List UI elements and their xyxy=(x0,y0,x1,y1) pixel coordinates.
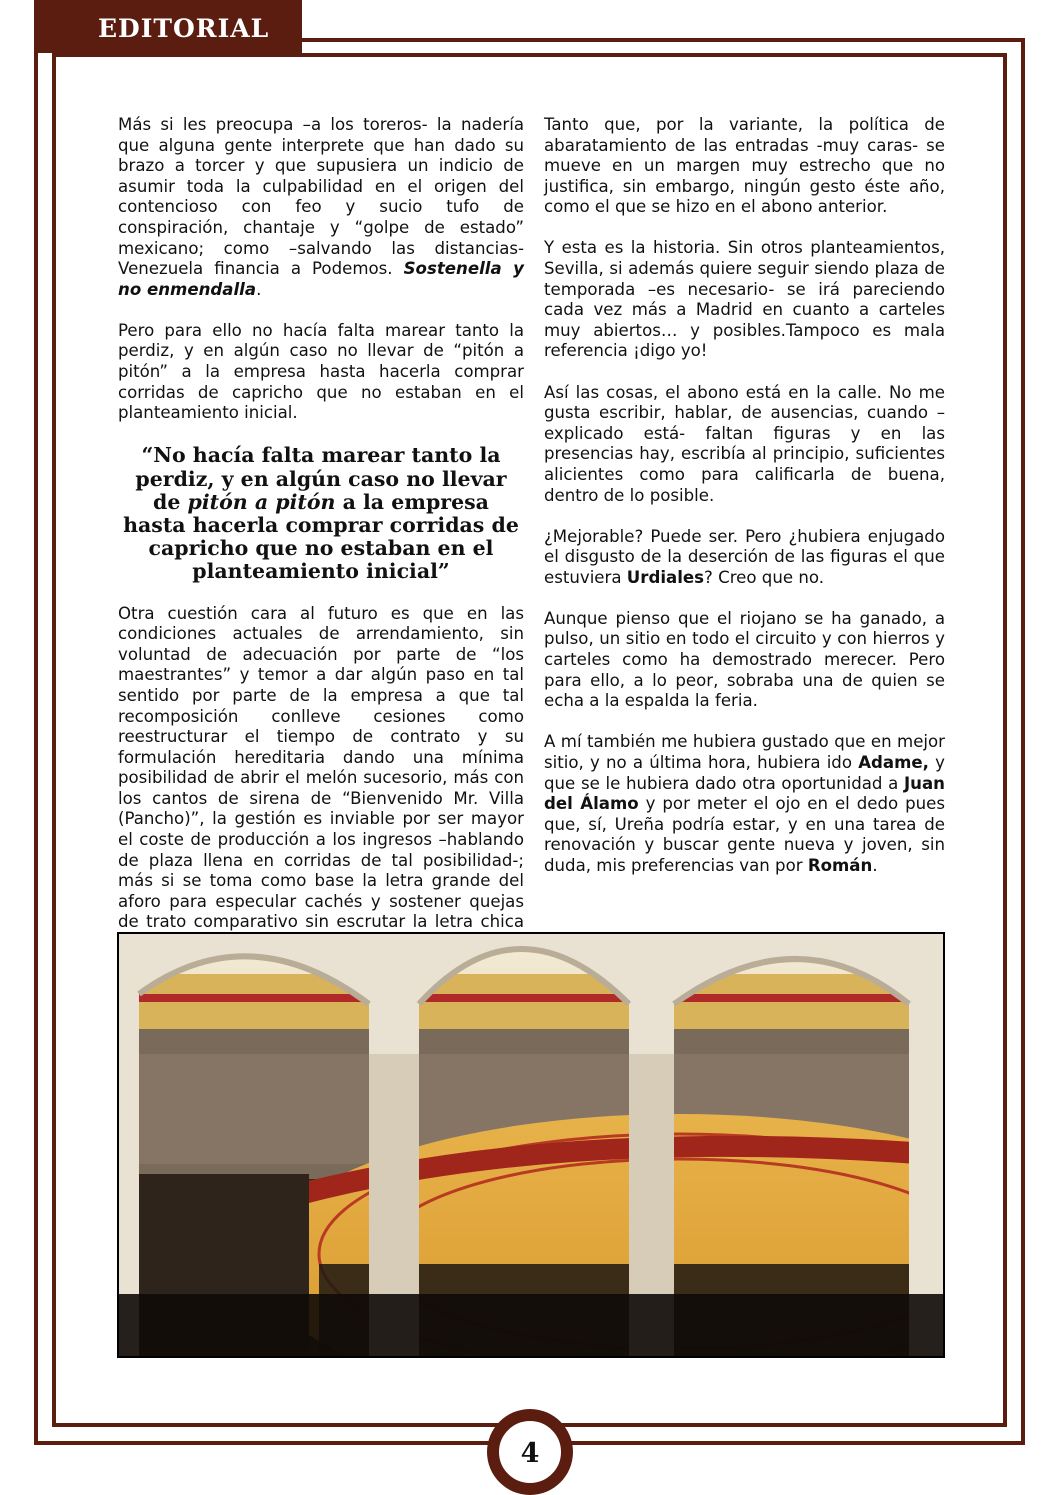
paragraph: Aunque pienso que el riojano se ha ganado, a pulso, un sitio en todo el circuito y con hierros y carteles como ha demostrado merecer. Pero para ello, a lo peor, sobraba una de quien se echa a la espalda la feria. xyxy=(544,608,945,711)
paragraph: A mí también me hubiera gustado que en mejor sitio, y no a última hora, hubiera ido Adame, y que se le hubiera dado otra oportunidad a Juan del Álamo y por meter el ojo en el dedo pues que, sí, Ureña podría estar, y en una tarea de renovación y buscar gente nueva y joven, sin duda, mis preferencias van por Román. xyxy=(544,732,945,875)
paragraph: Otra cuestión cara al futuro es que en las condiciones actuales de arrendamiento, sin voluntad de adecuación por parte de “los maestrantes” y temor a dar algún paso en tal sentido por parte de la empresa a que tal recomposición conlleve cesiones como reestructurar el tiempo de contrato y su formulación hereditaria dando una mínima posibilidad de abrir el melón sucesorio, más con los cantos de sirena de “Bienvenido Mr. Villa (Pancho)”, la gestión es inviable por ser mayor el coste de producción a los ingresos –hablando de plaza llena en corridas de tal posibilidad-; más si se toma como base la letra grande del aforo para especular cachés y sostener quejas de trato comparativo sin escrutar la letra chica xyxy=(118,603,524,932)
paragraph: Así las cosas, el abono está en la calle. No me gusta escribir, hablar, de ausencias, cuando –explicado está- faltan figuras y en las presencias hay, escribía al principio, suficientes alicientes como para calificarla de buena, dentro de lo posible. xyxy=(544,382,945,505)
page-number: 4 xyxy=(520,1438,540,1469)
paragraph: Pero para ello no hacía falta marear tanto la perdiz, y en algún caso no llevar de “pitón a pitón” a la empresa hasta hacerla comprar corridas de capricho que no estaban en el planteamiento inicial. xyxy=(118,320,524,423)
right-column xyxy=(544,115,945,897)
paragraph: Más si les preocupa –a los toreros- la nadería que alguna gente interprete que han dado su brazo a torcer y que supusiera un indicio de asumir toda la culpabilidad en el origen del contencioso con feo y sucio tufo de conspiración, chantaje y “golpe de estado” mexicano; como –salvando las distancias- Venezuela financia a Podemos. Sostenella y no enmendalla. xyxy=(118,115,524,299)
section-header: EDITORIAL xyxy=(34,0,302,53)
pull-quote: “No hacía falta marear tanto la perdiz, y en algún caso no llevar de pitón a pitón a la empresa hasta hacerla comprar corridas de capricho que no estaban en el planteamiento inicial” xyxy=(123,443,519,584)
emphasis-text: Sostenella y no enmendalla xyxy=(118,259,524,299)
left-column xyxy=(118,115,524,974)
paragraph: Y esta es la historia. Sin otros planteamientos, Sevilla, si además quiere seguir siendo plaza de temporada –es necesario- se irá pareciendo cada vez más a Madrid en cuanto a carteles muy abiertos… y posibles.Tampoco es mala referencia ¡digo yo! xyxy=(544,238,945,361)
bullring-photo xyxy=(117,932,945,1358)
paragraph: ¿Mejorable? Puede ser. Pero ¿hubiera enjugado el disgusto de la deserción de las figuras el que estuviera Urdiales? Creo que no. xyxy=(544,526,945,587)
bullring-illustration xyxy=(119,934,943,1356)
paragraph: Tanto que, por la variante, la política de abaratamiento de las entradas -muy caras- se mueve en un margen muy estrecho que no justifica, sin embargo, ningún gesto éste año, como el que se hizo en el abono anterior. xyxy=(544,115,945,217)
